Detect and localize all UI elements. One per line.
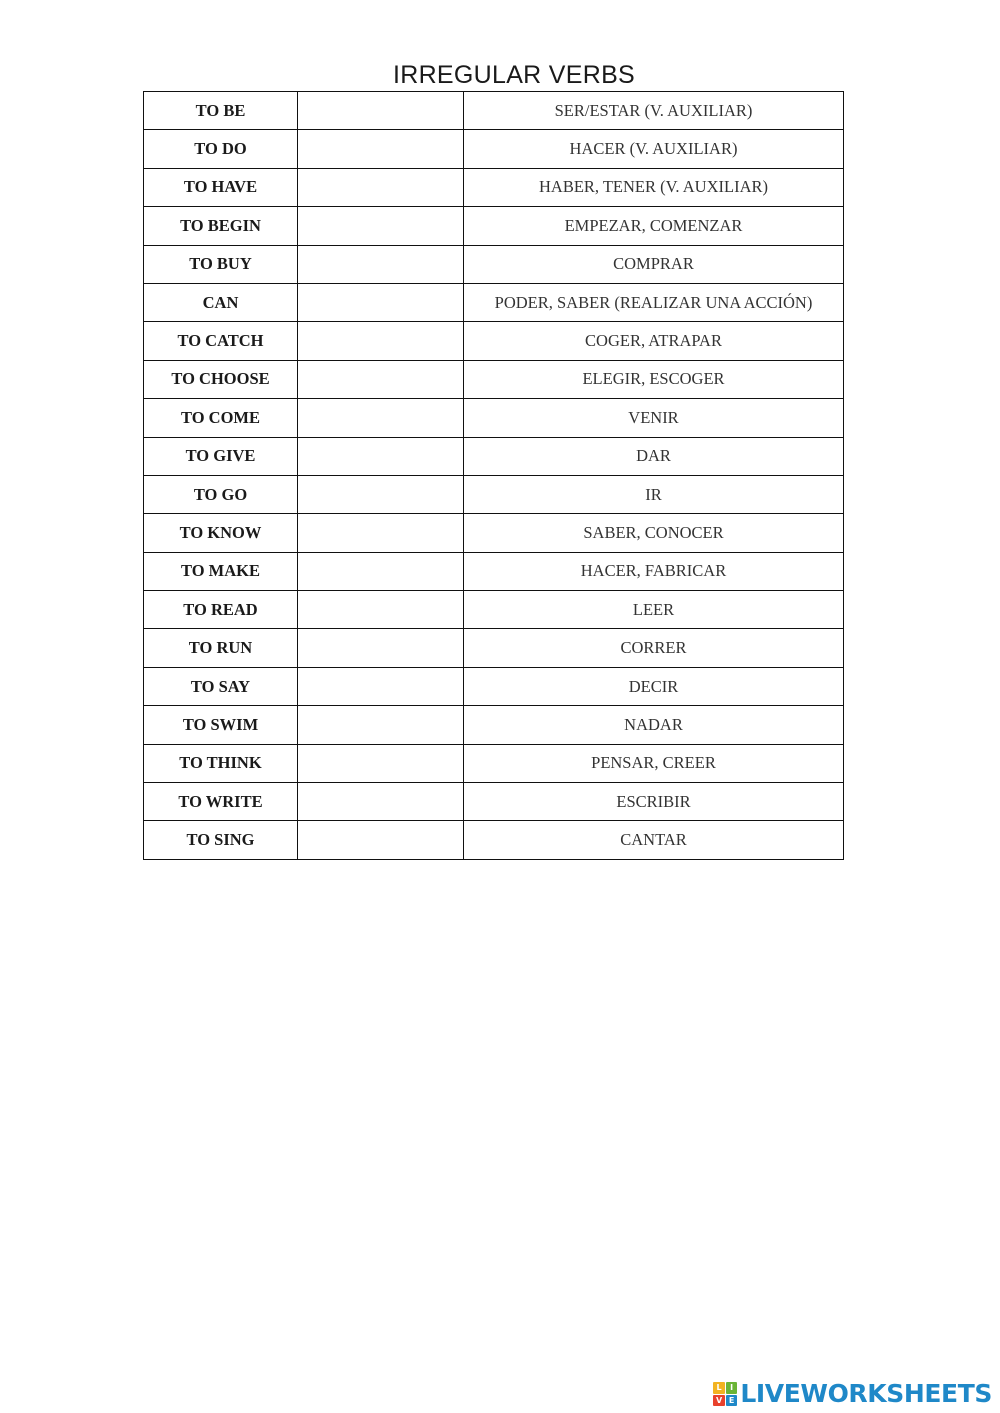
meaning-cell: CANTAR [464, 821, 844, 859]
meaning-cell: DAR [464, 437, 844, 475]
verb-cell: TO READ [144, 591, 298, 629]
meaning-cell: VENIR [464, 399, 844, 437]
answer-cell[interactable] [298, 283, 464, 321]
verb-cell: TO DO [144, 130, 298, 168]
answer-cell[interactable] [298, 706, 464, 744]
meaning-cell: DECIR [464, 667, 844, 705]
logo-square: L [713, 1382, 725, 1394]
brand-text: LIVEWORKSHEETS [740, 1379, 992, 1408]
meaning-cell: CORRER [464, 629, 844, 667]
meaning-cell: NADAR [464, 706, 844, 744]
answer-cell[interactable] [298, 744, 464, 782]
meaning-cell: HACER (V. AUXILIAR) [464, 130, 844, 168]
answer-cell[interactable] [298, 591, 464, 629]
logo-square: V [713, 1395, 725, 1407]
verb-cell: TO RUN [144, 629, 298, 667]
verb-cell: TO SWIM [144, 706, 298, 744]
meaning-cell: LEER [464, 591, 844, 629]
answer-cell[interactable] [298, 437, 464, 475]
table-row [144, 245, 844, 283]
meaning-cell: COGER, ATRAPAR [464, 322, 844, 360]
answer-cell[interactable] [298, 92, 464, 130]
verb-cell: TO HAVE [144, 168, 298, 206]
verb-cell: TO MAKE [144, 552, 298, 590]
liveworksheets-logo-icon [713, 1382, 737, 1406]
table-row [144, 92, 844, 130]
table-row [144, 821, 844, 859]
answer-cell[interactable] [298, 821, 464, 859]
table-row [144, 322, 844, 360]
verb-cell: TO SING [144, 821, 298, 859]
answer-cell[interactable] [298, 475, 464, 513]
table-row [144, 783, 844, 821]
table-row [144, 168, 844, 206]
table-row [144, 514, 844, 552]
table-row [144, 399, 844, 437]
meaning-cell: EMPEZAR, COMENZAR [464, 207, 844, 245]
verb-cell: TO GIVE [144, 437, 298, 475]
answer-cell[interactable] [298, 360, 464, 398]
answer-cell[interactable] [298, 245, 464, 283]
table-row [144, 552, 844, 590]
meaning-cell: SABER, CONOCER [464, 514, 844, 552]
meaning-cell: COMPRAR [464, 245, 844, 283]
table-row [144, 629, 844, 667]
table-row [144, 437, 844, 475]
liveworksheets-brand[interactable] [713, 1379, 992, 1409]
meaning-cell: ESCRIBIR [464, 783, 844, 821]
answer-cell[interactable] [298, 168, 464, 206]
verb-cell: TO KNOW [144, 514, 298, 552]
verb-cell: TO BUY [144, 245, 298, 283]
verbs-table [143, 91, 844, 860]
verb-cell: TO BEGIN [144, 207, 298, 245]
page-title: IRREGULAR VERBS [392, 61, 636, 89]
meaning-cell: SER/ESTAR (V. AUXILIAR) [464, 92, 844, 130]
meaning-cell: PODER, SABER (REALIZAR UNA ACCIÓN) [464, 283, 844, 321]
verb-cell: TO COME [144, 399, 298, 437]
answer-cell[interactable] [298, 629, 464, 667]
table-row [144, 207, 844, 245]
table-row [144, 706, 844, 744]
answer-cell[interactable] [298, 667, 464, 705]
table-row [144, 360, 844, 398]
answer-cell[interactable] [298, 322, 464, 360]
answer-cell[interactable] [298, 207, 464, 245]
meaning-cell: PENSAR, CREER [464, 744, 844, 782]
logo-square: E [726, 1395, 738, 1407]
answer-cell[interactable] [298, 783, 464, 821]
table-row [144, 475, 844, 513]
table-row [144, 591, 844, 629]
meaning-cell: HABER, TENER (V. AUXILIAR) [464, 168, 844, 206]
answer-cell[interactable] [298, 399, 464, 437]
verb-cell: TO CHOOSE [144, 360, 298, 398]
verb-cell: CAN [144, 283, 298, 321]
verb-cell: TO GO [144, 475, 298, 513]
verb-cell: TO CATCH [144, 322, 298, 360]
answer-cell[interactable] [298, 130, 464, 168]
verb-cell: TO WRITE [144, 783, 298, 821]
table-row [144, 667, 844, 705]
verbs-table-body [144, 92, 844, 860]
meaning-cell: ELEGIR, ESCOGER [464, 360, 844, 398]
table-row [144, 283, 844, 321]
table-row [144, 130, 844, 168]
meaning-cell: HACER, FABRICAR [464, 552, 844, 590]
answer-cell[interactable] [298, 514, 464, 552]
answer-cell[interactable] [298, 552, 464, 590]
verb-cell: TO SAY [144, 667, 298, 705]
meaning-cell: IR [464, 475, 844, 513]
logo-square: I [726, 1382, 738, 1394]
verb-cell: TO BE [144, 92, 298, 130]
table-row [144, 744, 844, 782]
verb-cell: TO THINK [144, 744, 298, 782]
